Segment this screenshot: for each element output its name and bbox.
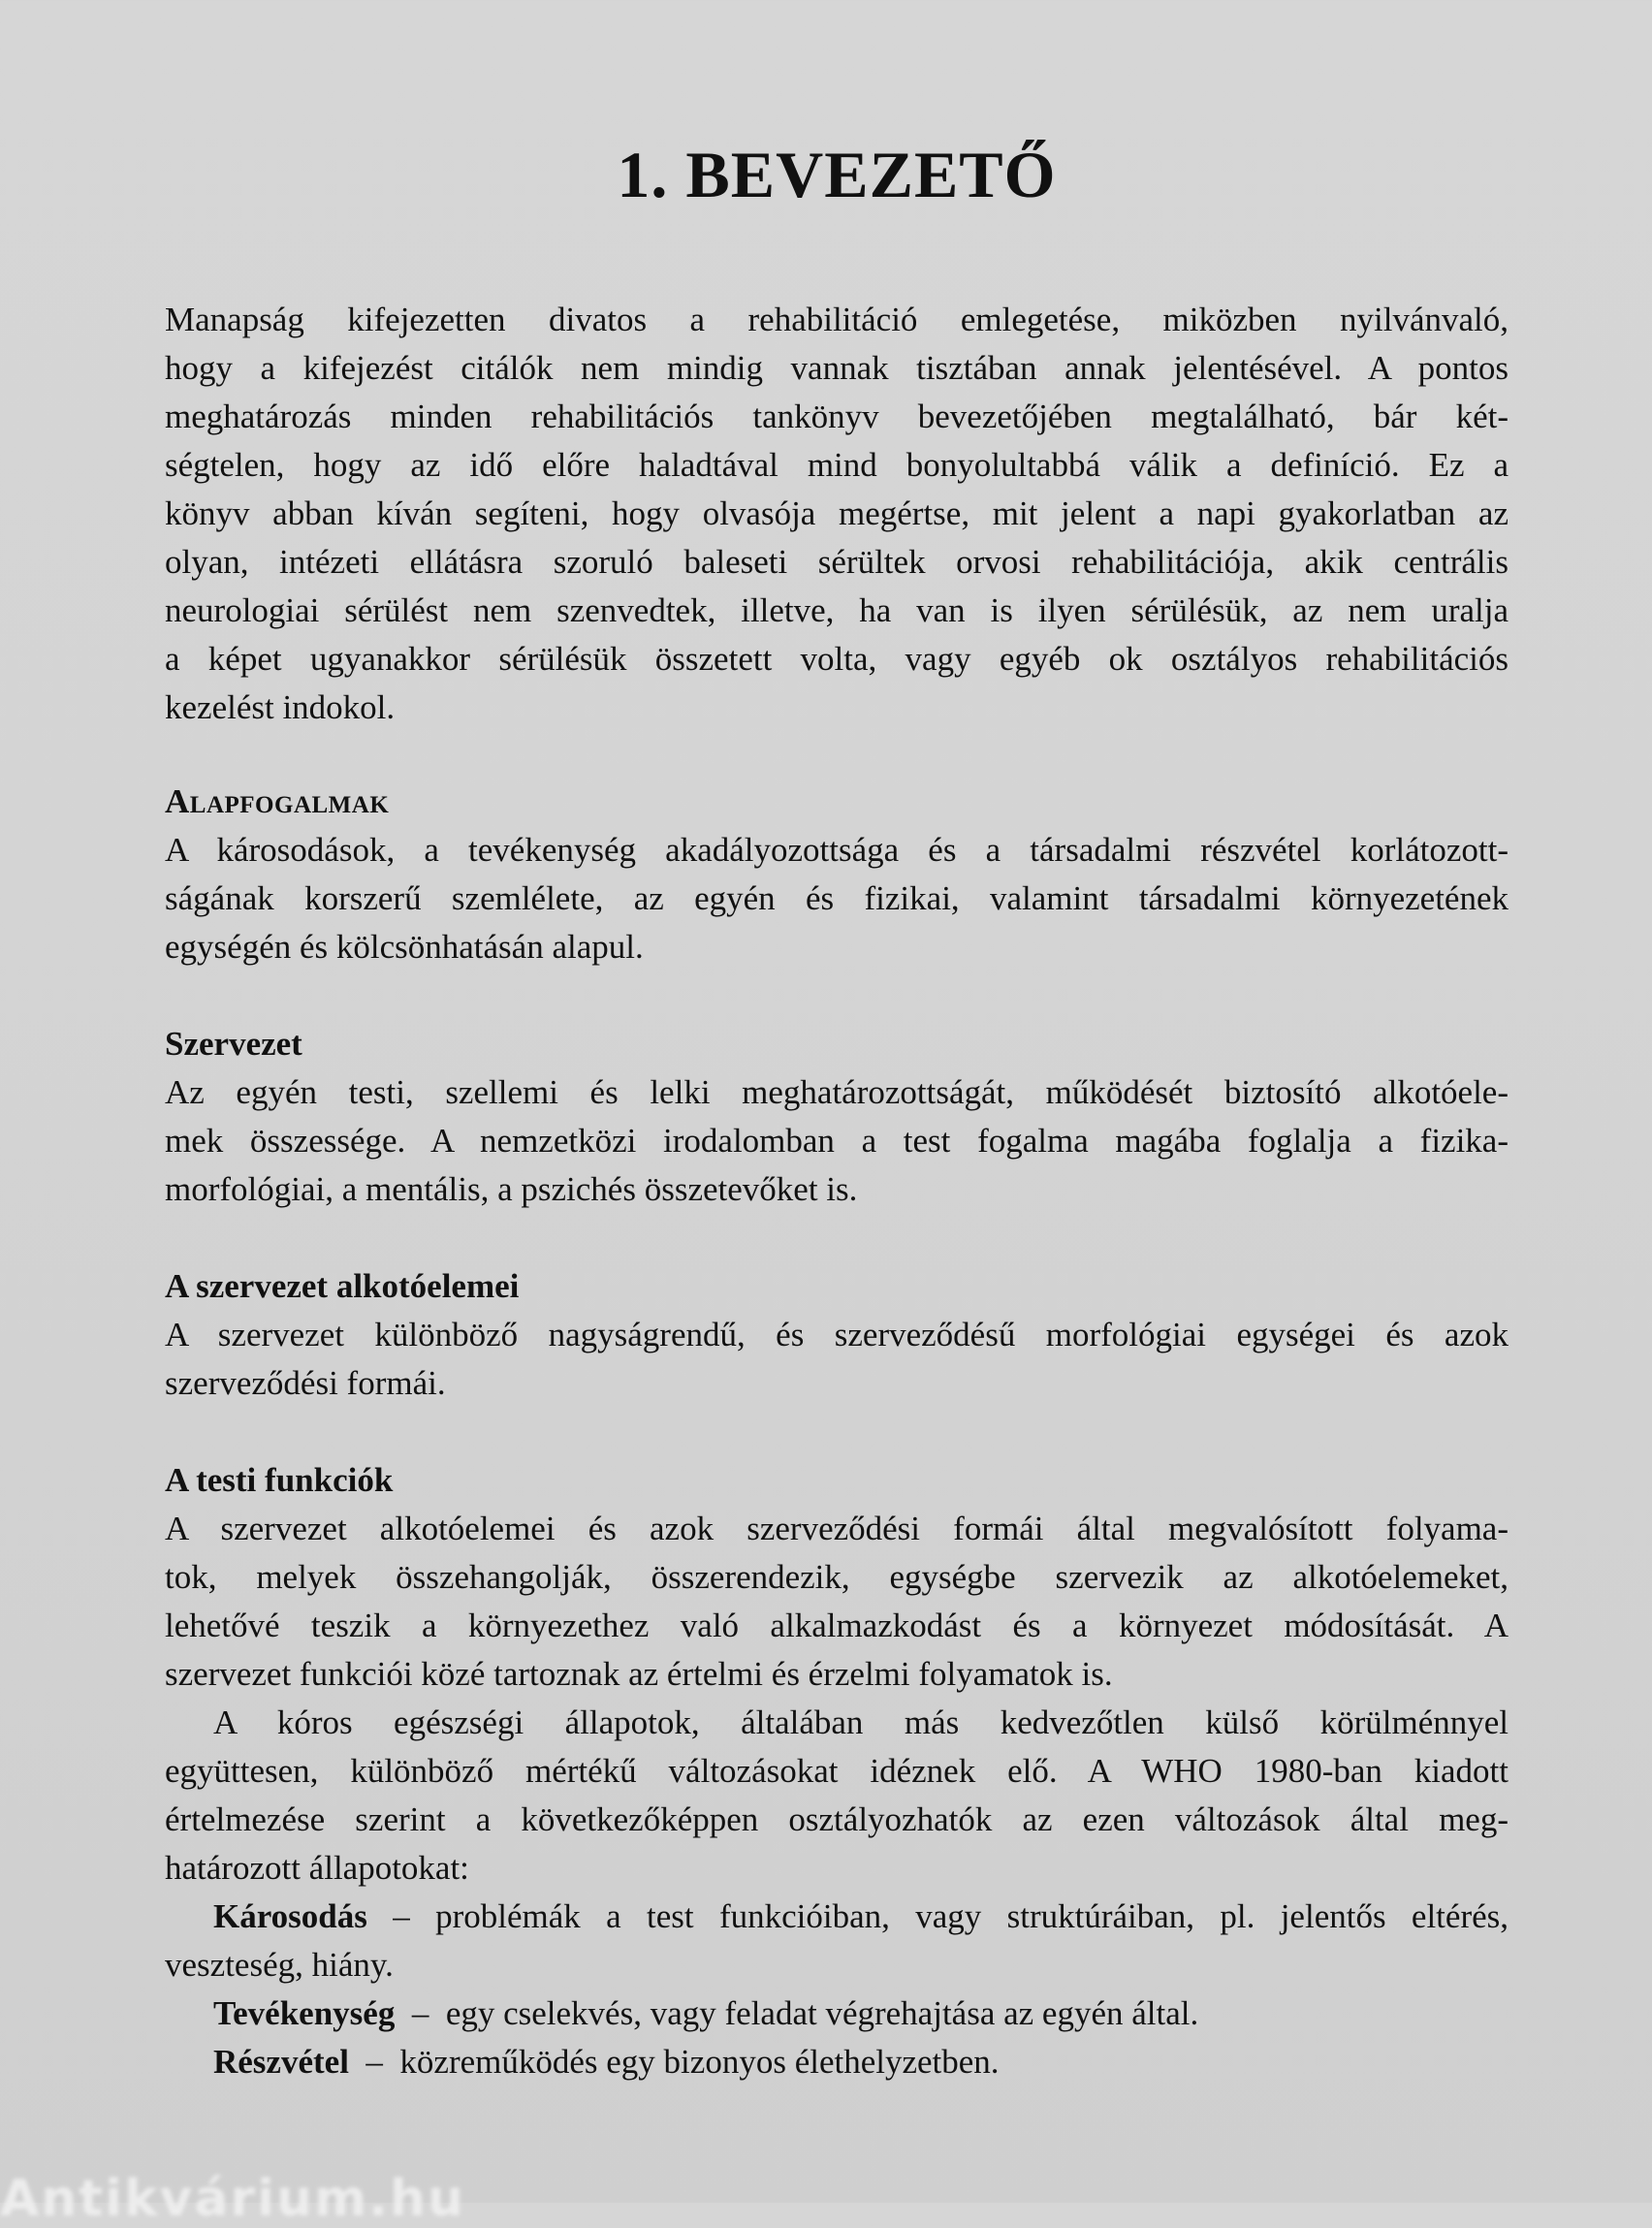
definition-text: problémák a test funkcióiban, vagy struktúráiban, pl. jelentős eltérés, [435,1897,1509,1935]
definition-term: Részvétel [213,2043,349,2081]
text-line: határozott állapotokat: [165,1849,469,1887]
text-line: tok, melyek összehangolják, összerendezik, egységbe szervezik az alkotóelemeket, [165,1558,1509,1596]
definition-continuation: veszteség, hiány. [165,1946,394,1984]
text-line: lehetővé teszik a környezethez való alkalmazkodást és a környezet módosítását. A [165,1607,1509,1644]
text-line: ségtelen, hogy az idő előre haladtával mind bonyolultabbá válik a definíció. Ez a [165,446,1509,484]
definition-karosodas [165,1893,1509,1941]
text-line: neurologiai sérülést nem szenvedtek, illetve, ha van is ilyen sérülésük, az nem uralja [165,591,1509,629]
section-heading-alapfogalmak: Alapfogalmak [165,782,390,820]
definition-separator: – [395,1994,446,2032]
text-line: mek összessége. A nemzetközi irodalomban a test fogalma magába foglalja a fizika- [165,1122,1509,1160]
text-line: A szervezet különböző nagyságrendű, és szerveződésű morfológiai egységei és azok [165,1316,1509,1353]
watermark: Antikvárium.hu [0,2170,465,2228]
definition-text: közreműködés egy bizonyos élethelyzetben. [399,2043,1000,2081]
intro-paragraph [165,296,1509,732]
text-line: egységén és kölcsönhatásán alapul. [165,928,644,966]
definition-reszvetel [165,2038,1509,2086]
text-line: a képet ugyanakkor sérülésük összetett volta, vagy egyéb ok osztályos rehabilitációs [165,640,1509,678]
text-line: A kóros egészségi állapotok, általában más kedvezőtlen külső körülménnyel [213,1703,1509,1741]
text-line: Manapság kifejezetten divatos a rehabilitáció emlegetése, miközben nyilvánvaló, [165,301,1509,338]
text-line: értelmezése szerint a következőképpen osztályozhatók az ezen változások által meg- [165,1800,1509,1838]
section-paragraph-testi-funkciok [165,1505,1509,1699]
text-line: együttesen, különböző mértékű változásokat idéznek elő. A WHO 1980-ban kiadott [165,1752,1509,1790]
section-heading-testi-funkciok: A testi funkciók [165,1461,394,1499]
definition-text: egy cselekvés, vagy feladat végrehajtása az egyén által. [445,1994,1199,2032]
definition-term: Tevékenység [213,1994,396,2032]
text-line: ságának korszerű szemlélete, az egyén és fizikai, valamint társadalmi környezetének [165,879,1509,917]
section-paragraph-alapfogalmak [165,826,1509,971]
text-line: szervezet funkciói közé tartoznak az értelmi és érzelmi folyamatok is. [165,1655,1113,1693]
text-line: Az egyén testi, szellemi és lelki meghatározottságát, működését biztosító alkotóele- [165,1073,1509,1111]
text-line: hogy a kifejezést citálók nem mindig vannak tisztában annak jelentésével. A pontos [165,349,1509,387]
text-line: szerveződési formái. [165,1364,446,1402]
chapter-title: 1. BEVEZETŐ [617,137,1057,211]
section-heading-szervezet: Szervezet [165,1025,302,1063]
definition-tevekenyseg [165,1989,1509,2038]
text-line: kezelést indokol. [165,688,396,726]
text-line: A károsodások, a tevékenység akadályozottsága és a társadalmi részvétel korlátozott- [165,831,1509,869]
definition-separator: – [366,1897,436,1935]
section-heading-alkotoelemei: A szervezet alkotóelemei [165,1267,520,1305]
section-paragraph-alkotoelemei [165,1311,1509,1408]
definitions-list [165,1893,1509,2086]
definition-separator: – [348,2043,400,2081]
text-line: olyan, intézeti ellátásra szoruló baleseti sérültek orvosi rehabilitációja, akik centrális [165,543,1509,581]
text-line: A szervezet alkotóelemei és azok szerveződési formái által megvalósított folyama- [165,1510,1509,1547]
who-paragraph [165,1699,1509,1893]
text-line: könyv abban kíván segíteni, hogy olvasója megértse, mit jelent a napi gyakorlatban az [165,494,1509,532]
definition-term: Károsodás [213,1897,367,1935]
text-line: morfológiai, a mentális, a pszichés összetevőket is. [165,1170,858,1208]
text-line: meghatározás minden rehabilitációs tankönyv bevezetőjében megtalálható, bár két- [165,398,1509,435]
section-paragraph-szervezet [165,1068,1509,1214]
